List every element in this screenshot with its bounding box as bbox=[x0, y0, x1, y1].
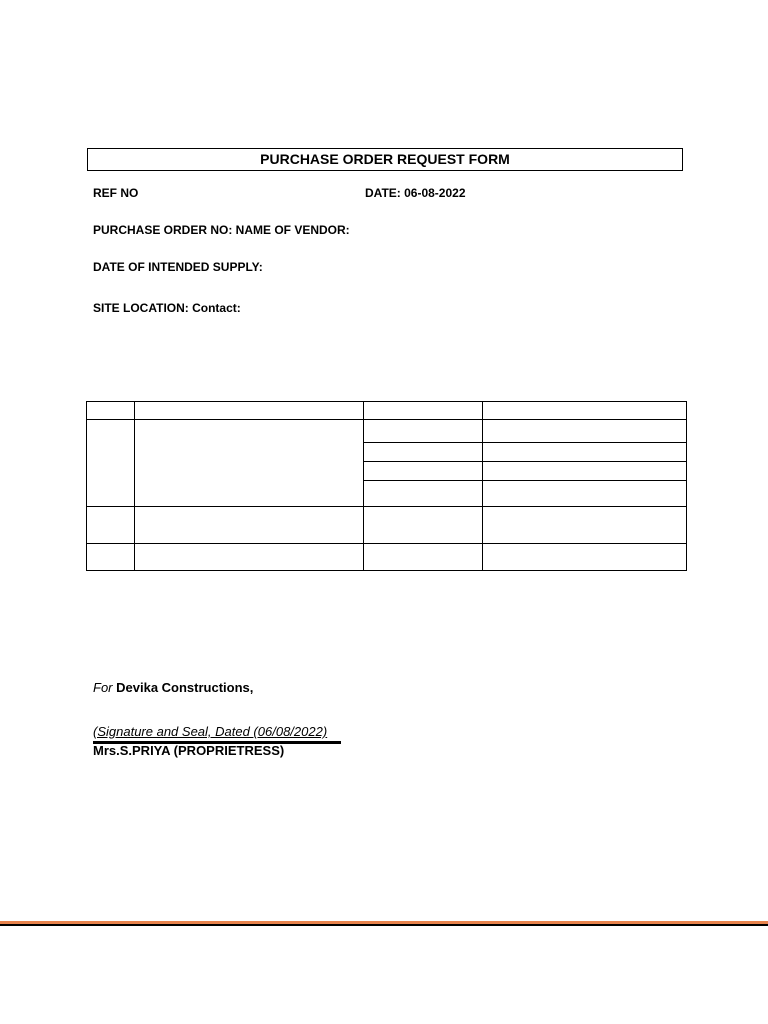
form-title: PURCHASE ORDER REQUEST FORM bbox=[87, 148, 683, 171]
table-cell bbox=[87, 544, 135, 571]
table-row bbox=[87, 402, 687, 420]
table-cell bbox=[87, 507, 135, 544]
table-cell bbox=[364, 420, 483, 443]
table-cell bbox=[364, 481, 483, 507]
signatory-name: Mrs.S.PRIYA (PROPRIETRESS) bbox=[93, 743, 285, 758]
site-location-label: SITE LOCATION: Contact: bbox=[93, 301, 241, 315]
footer-rule bbox=[0, 924, 768, 926]
table-cell bbox=[135, 544, 364, 571]
table-cell bbox=[364, 507, 483, 544]
table-cell bbox=[483, 481, 687, 507]
table-cell bbox=[135, 420, 364, 507]
table-cell bbox=[364, 402, 483, 420]
table-cell bbox=[483, 402, 687, 420]
ref-no-label: REF NO bbox=[93, 186, 139, 200]
table-cell bbox=[483, 462, 687, 481]
table-row bbox=[87, 507, 687, 544]
for-company-line bbox=[93, 680, 253, 696]
intended-supply-label: DATE OF INTENDED SUPPLY: bbox=[93, 260, 263, 274]
table-row bbox=[87, 420, 687, 443]
table-cell bbox=[364, 544, 483, 571]
table-cell bbox=[87, 402, 135, 420]
for-word: For bbox=[93, 680, 113, 695]
po-vendor-label: PURCHASE ORDER NO: NAME OF VENDOR: bbox=[93, 223, 350, 237]
company-name: Devika Constructions, bbox=[116, 680, 254, 695]
table-cell bbox=[364, 443, 483, 462]
table-cell bbox=[87, 420, 135, 507]
table-cell bbox=[483, 443, 687, 462]
table-cell bbox=[483, 420, 687, 443]
items-table bbox=[86, 401, 687, 571]
table-cell bbox=[364, 462, 483, 481]
table-cell bbox=[483, 544, 687, 571]
signature-seal-line: (Signature and Seal, Dated (06/08/2022) bbox=[93, 724, 328, 739]
table-cell bbox=[135, 507, 364, 544]
table-cell bbox=[483, 507, 687, 544]
table-row bbox=[87, 544, 687, 571]
table-cell bbox=[135, 402, 364, 420]
date-label: DATE: 06-08-2022 bbox=[365, 186, 466, 200]
